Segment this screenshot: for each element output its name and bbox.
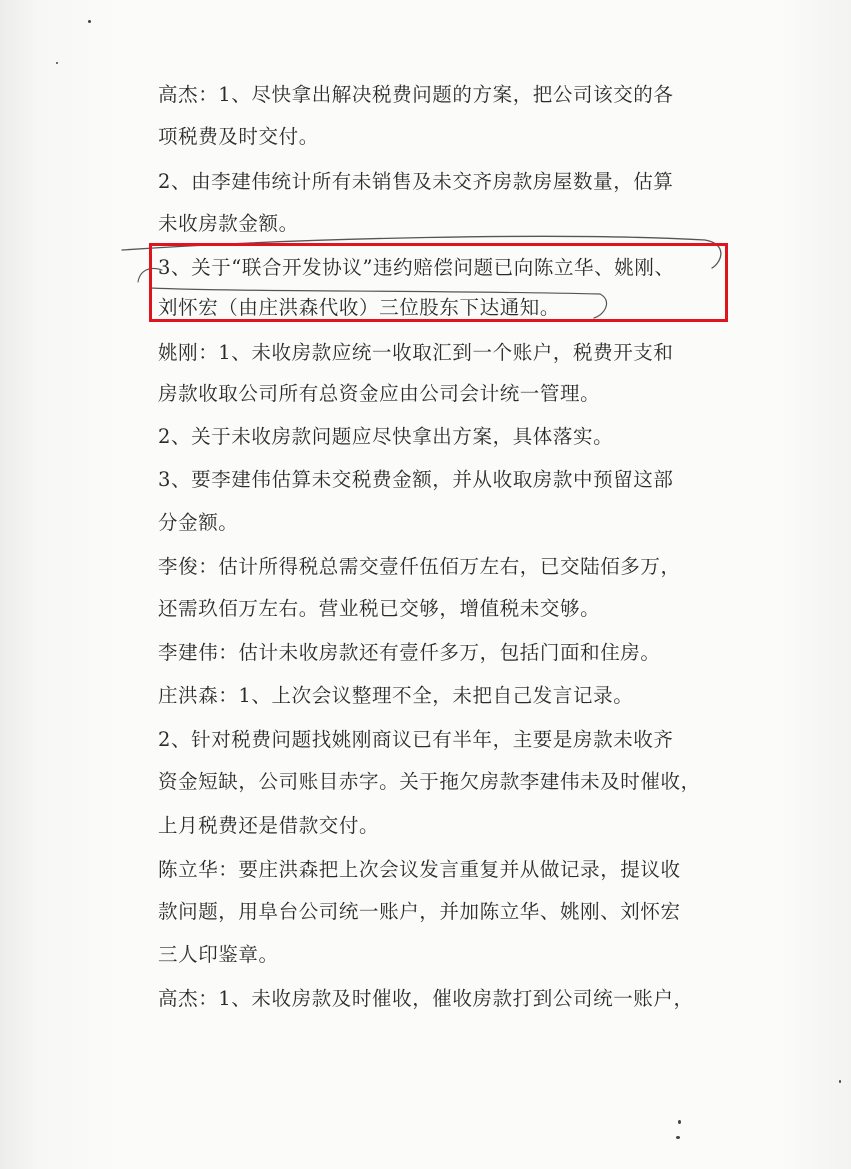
text-line-5: 3、关于“联合开发协议”违约赔偿问题已向陈立华、姚刚、 <box>158 256 675 279</box>
text-line-12: 李俊：估计所得税总需交壹仟伍佰万左右，已交陆佰多万， <box>158 555 681 578</box>
text-line-21: 三人印鉴章。 <box>158 943 279 966</box>
text-line-22: 高杰：1、未收房款及时催收，催收房款打到公司统一账户， <box>158 987 694 1010</box>
text-line-19: 陈立华：要庄洪森把上次会议发言重复并从做记录，提议收 <box>158 858 681 881</box>
text-line-14: 李建伟：估计未收房款还有壹仟多万，包括门面和住房。 <box>158 641 661 664</box>
scan-speck <box>676 1136 680 1139</box>
text-line-16: 2、针对税费问题找姚刚商议已有半年，主要是房款未收齐 <box>158 728 674 751</box>
text-line-20: 款问题，用阜台公司统一账户，并加陈立华、姚刚、刘怀宏 <box>158 900 681 923</box>
text-line-13: 还需玖佰万左右。营业税已交够，增值税未交够。 <box>158 597 601 620</box>
text-line-17: 资金短缺，公司账目赤字。关于拖欠房款李建伟未及时催收， <box>158 770 701 793</box>
text-line-1: 高杰：1、尽快拿出解决税费问题的方案，把公司该交的各 <box>158 83 674 106</box>
text-line-11: 分金额。 <box>158 511 239 534</box>
scan-speck <box>839 1080 841 1083</box>
scan-speck <box>88 20 91 23</box>
text-line-6: 刘怀宏（由庄洪森代收）三位股东下达通知。 <box>158 296 561 319</box>
text-line-7: 姚刚：1、未收房款应统一收取汇到一个账户，税费开支和 <box>158 341 674 364</box>
text-line-3: 2、由李建伟统计所有未销售及未交齐房款房屋数量，估算 <box>158 170 674 193</box>
scan-speck <box>56 62 58 64</box>
text-line-9: 2、关于未收房款问题应尽快拿出方案，具体落实。 <box>158 425 614 448</box>
text-line-15: 庄洪森：1、上次会议整理不全，未把自己发言记录。 <box>158 684 634 707</box>
text-line-18: 上月税费还是借款交付。 <box>158 814 380 837</box>
scan-speck <box>678 1120 681 1124</box>
text-line-2: 项税费及时交付。 <box>158 125 319 148</box>
text-line-10: 3、要李建伟估算未交税费金额，并从收取房款中预留这部 <box>158 468 674 491</box>
red-highlight-box <box>149 243 728 322</box>
text-line-8: 房款收取公司所有总资金应由公司会计统一管理。 <box>158 382 601 405</box>
text-line-4: 未收房款金额。 <box>158 212 299 235</box>
